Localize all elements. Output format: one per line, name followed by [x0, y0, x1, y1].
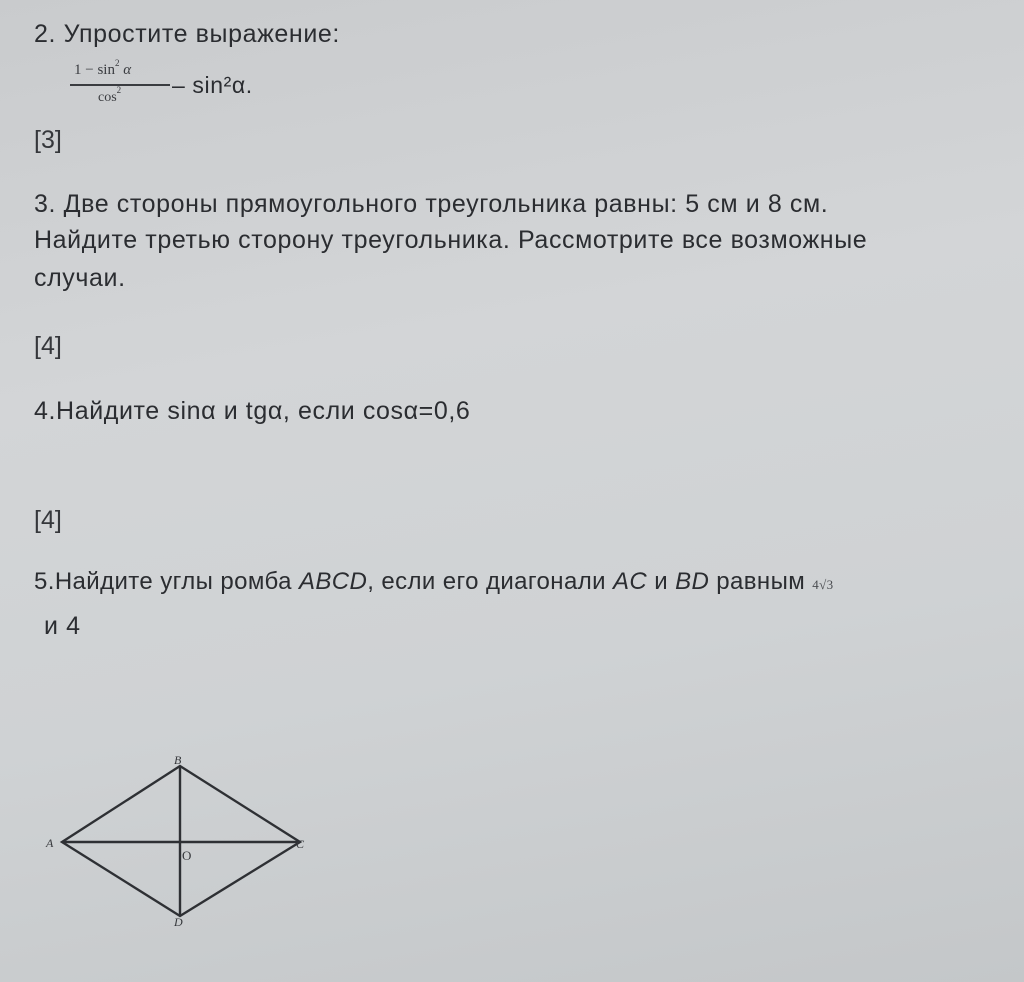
denominator-text: cos: [98, 90, 117, 105]
task3-score: [4]: [34, 332, 62, 360]
task5-suffix: равным: [709, 568, 806, 595]
task5-abcd: ABCD: [298, 568, 368, 595]
task2-heading: 2. Упростите выражение:: [34, 20, 340, 48]
task5-line1: [34, 568, 834, 596]
denominator-exponent: 2: [116, 85, 122, 95]
task5-middle: , если его диагонали: [367, 568, 613, 595]
vertex-c-label: C: [296, 837, 305, 851]
task4-text: 4.Найдите sinα и tgα, если cosα=0,6: [34, 397, 471, 425]
vertex-a-label: A: [46, 836, 54, 850]
task4-score: [4]: [34, 506, 62, 534]
task5-ac: AC: [612, 568, 648, 595]
task3-line2: Найдите третью сторону треугольника. Рассмотрите все возможные: [34, 226, 868, 254]
task2-fraction-numerator: [74, 58, 132, 79]
rhombus-diagram: [40, 752, 330, 937]
numerator-text: 1 − sin: [74, 62, 115, 78]
task3-line1: 3. Две стороны прямоугольного треугольника равны: 5 см и 8 см.: [34, 190, 829, 218]
numerator-variable: α: [123, 62, 132, 78]
task3-line3: случаи.: [34, 264, 126, 292]
task5-line2: и 4: [44, 612, 81, 640]
task5-value: 4√3: [812, 577, 834, 592]
task5-and: и: [647, 568, 676, 595]
task2-score: [3]: [34, 126, 62, 154]
numerator-exponent: 2: [114, 58, 120, 68]
task5-prefix: 5.Найдите углы ромба: [34, 568, 299, 595]
task2-fraction-denominator: [98, 85, 122, 106]
vertex-d-label: D: [174, 915, 183, 929]
task2-tail: – sin²α.: [172, 72, 253, 98]
vertex-b-label: B: [174, 753, 182, 767]
center-o-label: O: [182, 848, 192, 863]
task5-bd: BD: [675, 568, 710, 595]
